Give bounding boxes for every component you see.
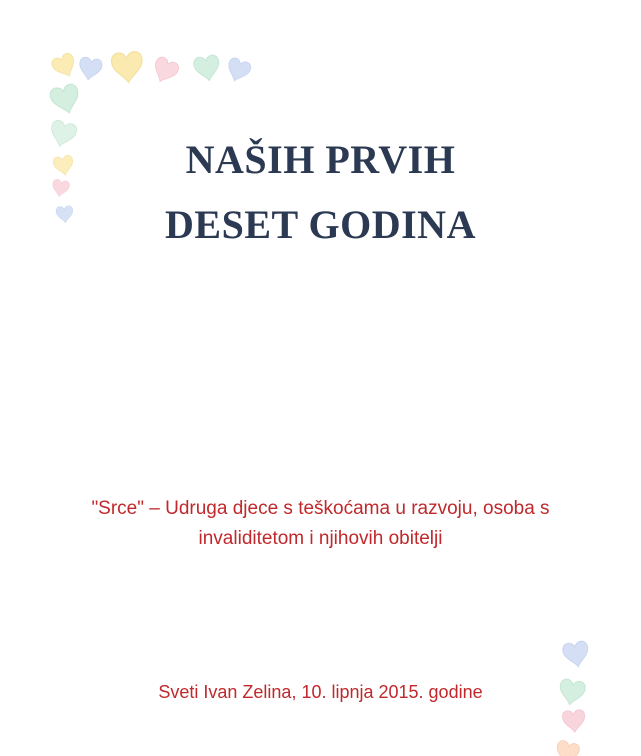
- heart-icon: [553, 739, 580, 756]
- heart-icon: [50, 51, 80, 81]
- heart-icon: [77, 56, 103, 82]
- document-title-line-1: NAŠIH PRVIH: [185, 137, 456, 182]
- heart-icon: [224, 56, 253, 85]
- place-and-date: Sveti Ivan Zelina, 10. lipnja 2015. godine: [158, 682, 483, 702]
- heart-icon: [562, 640, 591, 669]
- heart-icon: [193, 54, 222, 83]
- organization-name-line-2: invaliditetom i njihovih obitelji: [198, 528, 443, 549]
- heart-icon: [562, 709, 586, 733]
- heart-icon: [49, 83, 83, 117]
- organization-name-line-1: "Srce" – Udruga djece s teškoćama u razvoju, osoba s: [91, 498, 550, 519]
- heart-icon: [149, 55, 181, 86]
- heart-icon: [111, 51, 144, 84]
- document-title-line-2: DESET GODINA: [165, 202, 476, 247]
